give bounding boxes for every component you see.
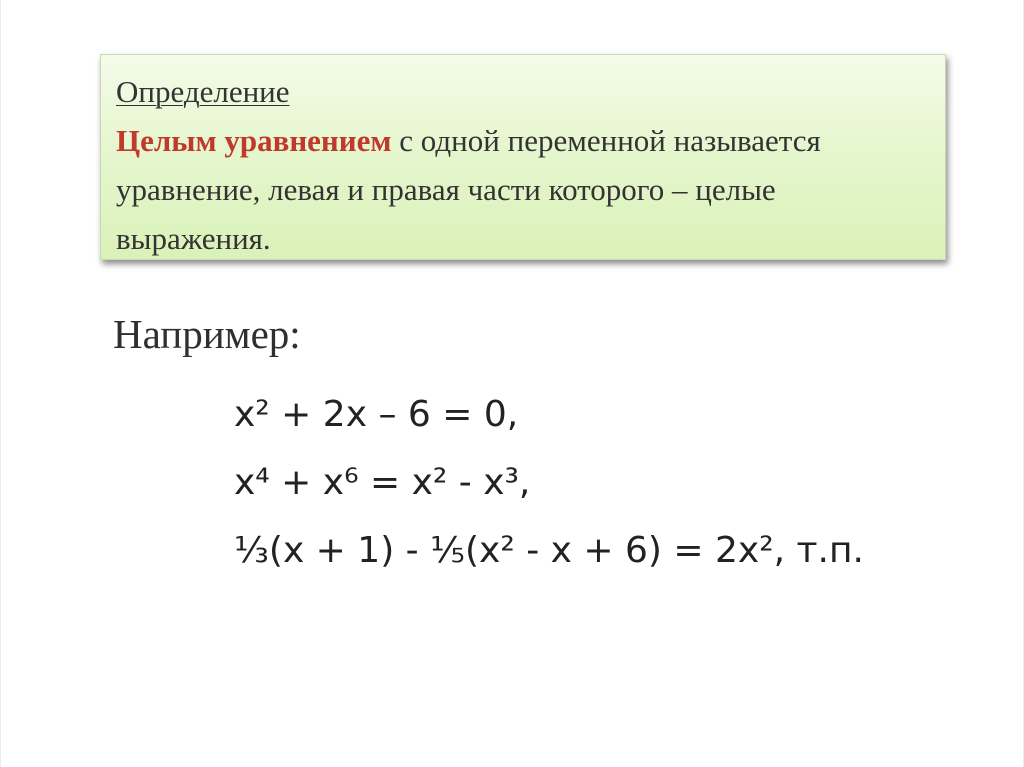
definition-heading: Определение: [116, 74, 290, 109]
definition-term: Целым уравнением: [116, 123, 392, 158]
equation-1: x² + 2x – 6 = 0,: [234, 394, 519, 435]
definition-text: с одной переменной называется уравнение, левая и правая части которого – целые выражения.: [116, 123, 821, 256]
definition-box: [100, 54, 946, 260]
equation-3: ⅓(x + 1) - ⅕(x² - x + 6) = 2x², т.п.: [234, 530, 864, 571]
equation-list: [234, 381, 864, 585]
example-label: Например:: [113, 311, 301, 357]
equation-2: x⁴ + x⁶ = x² - x³,: [234, 462, 531, 503]
definition-body: [116, 116, 927, 263]
